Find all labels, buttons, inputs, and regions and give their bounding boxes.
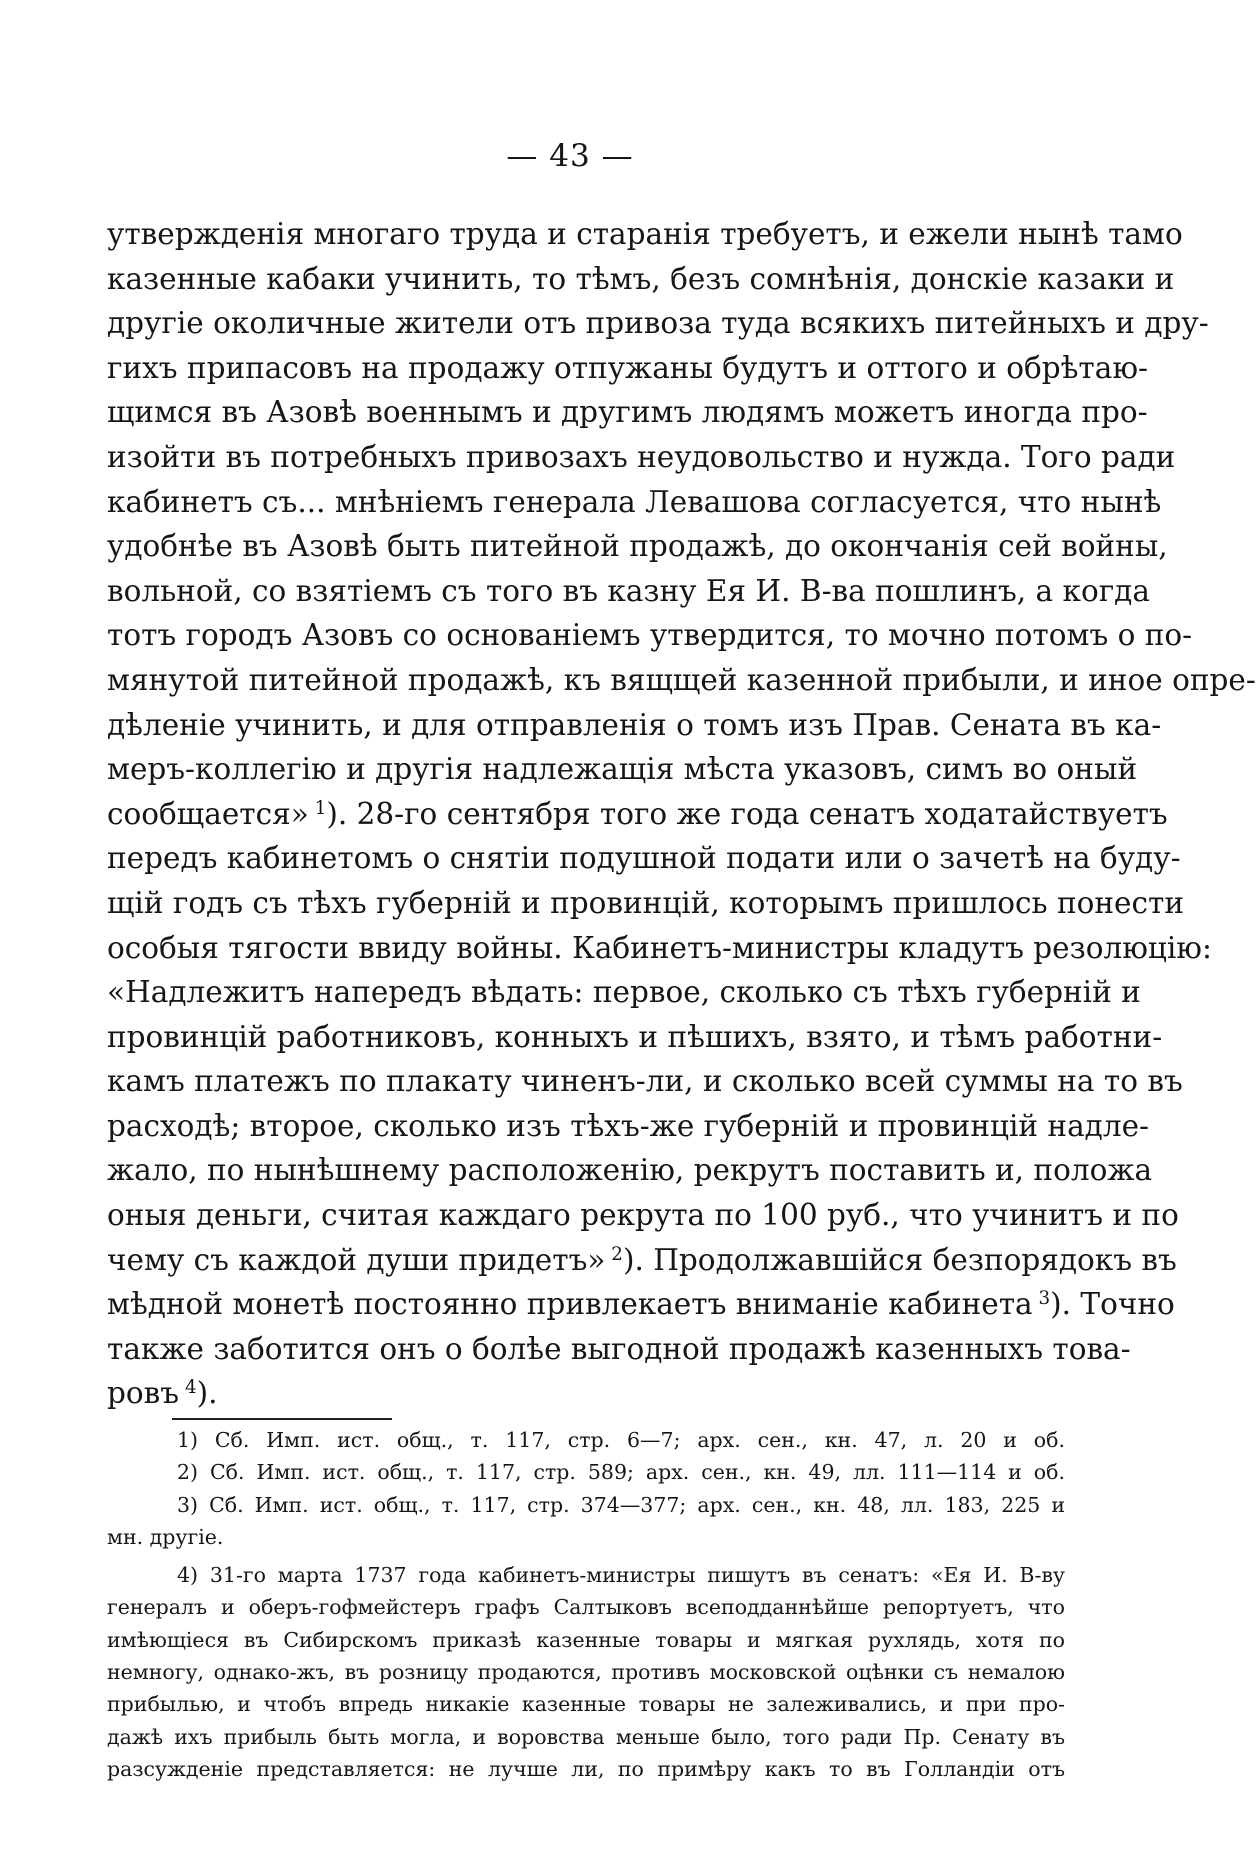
text-line: провинцій работниковъ, конныхъ и пѣшихъ, взято, и тѣмъ работни- <box>107 1019 1163 1054</box>
footnote-1: 1) Сб. Имп. ист. общ., т. 117, стр. 6—7; арх. сен., кн. 47, л. 20 и об. <box>177 1428 1065 1452</box>
line-text: сообщается» <box>107 796 309 831</box>
line-text: ). <box>196 1376 218 1411</box>
text-line: тотъ городъ Азовъ со основаніемъ утвердится, то мочно потомъ о по- <box>107 618 1193 653</box>
text-line: особыя тягости ввиду войны. Кабинетъ-министры кладутъ резолюцію: <box>107 930 1212 965</box>
footnote-divider <box>172 1418 392 1420</box>
line-text: ). Точно <box>1050 1287 1175 1322</box>
footnote-3-cont: мн. другіе. <box>107 1524 224 1549</box>
footnote-ref-1: 1 <box>314 797 327 819</box>
text-line: расходѣ; второе, сколько изъ тѣхъ-же губерній и провинцій надле- <box>107 1108 1150 1143</box>
footnote-4-line: дажѣ ихъ прибыль быть могла, и воровства меньше было, того ради Пр. Сенату въ <box>107 1724 1065 1749</box>
text-line: утвержденія многаго труда и старанія требуетъ, и ежели нынѣ тамо <box>107 217 1183 251</box>
footnote-4: 4) 31-го марта 1737 года кабинетъ-министры пишутъ въ сенатъ: «Ея И. В-ву <box>177 1563 1065 1588</box>
text-line: также заботится онъ о болѣе выгодной продажѣ казенныхъ това- <box>107 1331 1131 1366</box>
text-line-with-footnote-ref <box>107 1371 1065 1416</box>
text-line: кабинетъ съ... мнѣніемъ генерала Левашова согласуется, что нынѣ <box>107 484 1162 519</box>
line-text: ровъ <box>107 1376 180 1411</box>
footnote-3: 3) Сб. Имп. ист. общ., т. 117, стр. 374—377; арх. сен., кн. 48, лл. 183, 225 и <box>177 1492 1065 1517</box>
text-line: дѣленіе учинить, и для отправленія о томъ изъ Прав. Сената въ ка- <box>107 707 1162 742</box>
line-text: чему съ каждой души придетъ» <box>107 1242 606 1277</box>
footnote-ref-3: 3 <box>1038 1288 1051 1310</box>
footnote-4-line: немногу, однако-жъ, въ розницу продаются, противъ московской оцѣнки съ немалою <box>107 1660 1065 1685</box>
text-line: удобнѣе въ Азовѣ быть питейной продажѣ, до окончанія сей войны, <box>107 529 1168 564</box>
text-line-with-footnote-ref <box>107 1238 1177 1283</box>
footnote-4-line: прибылью, и чтобъ впредь никакіе казенные товары не залеживались, и при про- <box>107 1692 1065 1717</box>
text-line: изойти въ потребныхъ привозахъ неудовольство и нужда. Того ради <box>107 439 1176 474</box>
text-line: оныя деньги, считая каждаго рекрута по 100 руб., что учинитъ и по <box>107 1198 1179 1233</box>
text-line: другіе околичные жители отъ привоза туда всякихъ питейныхъ и дру- <box>107 306 1209 341</box>
text-line: жало, по нынѣшнему расположенію, рекрутъ поставить и, положа <box>107 1153 1153 1188</box>
text-line-with-footnote-ref <box>107 792 1168 837</box>
text-line: казенные кабаки учинить, то тѣмъ, безъ сомнѣнія, донскіе казаки и <box>107 261 1175 296</box>
page-number: — 43 — <box>506 138 634 174</box>
footnote-ref-4: 4 <box>184 1377 197 1399</box>
line-text: ). 28-го сентября того же года сенатъ ходатайствуетъ <box>326 796 1168 831</box>
text-line: «Надлежитъ напередъ вѣдать: первое, сколько съ тѣхъ губерній и <box>107 975 1141 1010</box>
footnote-4-line: разсужденіе представляется: не лучше ли, по примѣру какъ то въ Голландіи отъ <box>107 1756 1065 1781</box>
text-line: меръ-коллегію и другія надлежащія мѣста указовъ, симъ во оный <box>107 752 1138 787</box>
text-line: щимся въ Азовѣ военнымъ и другимъ людямъ можетъ иногда про- <box>107 395 1148 430</box>
footnote-2: 2) Сб. Имп. ист. общ., т. 117, стр. 589; арх. сен., кн. 49, лл. 111—114 и об. <box>177 1460 1065 1485</box>
text-line: камъ платежъ по плакату чиненъ-ли, и сколько всей суммы на то въ <box>107 1064 1183 1099</box>
text-line: вольной, со взятіемъ съ того въ казну Ея И. В-ва пошлинъ, а когда <box>107 573 1150 608</box>
footnote-4-line: генералъ и оберъ-гофмейстеръ графъ Салтыковъ всеподданнѣйше репортуетъ, что <box>107 1595 1065 1620</box>
text-line: передъ кабинетомъ о снятіи подушной подати или о зачетѣ на буду- <box>107 841 1181 876</box>
footnotes <box>107 1424 1065 1785</box>
text-line: гихъ припасовъ на продажу отпужаны будутъ и оттого и обрѣтаю- <box>107 350 1148 385</box>
line-text: мѣдной монетѣ постоянно привлекаетъ вниманіе кабинета <box>107 1287 1033 1322</box>
text-line: мянутой питейной продажѣ, къ вящщей казенной прибыли, и иное опре- <box>107 662 1256 697</box>
footnote-ref-2: 2 <box>611 1243 623 1265</box>
line-text: ). Продолжавшійся безпорядокъ въ <box>622 1242 1177 1277</box>
text-line-with-footnote-ref <box>107 1282 1175 1327</box>
footnote-4-line: имѣющіеся въ Сибирскомъ приказѣ казенные товары и мягкая рухлядь, хотя по <box>107 1627 1065 1652</box>
text-line: щій годъ съ тѣхъ губерній и провинцій, которымъ пришлось понести <box>107 885 1185 920</box>
main-text <box>107 212 1256 1416</box>
